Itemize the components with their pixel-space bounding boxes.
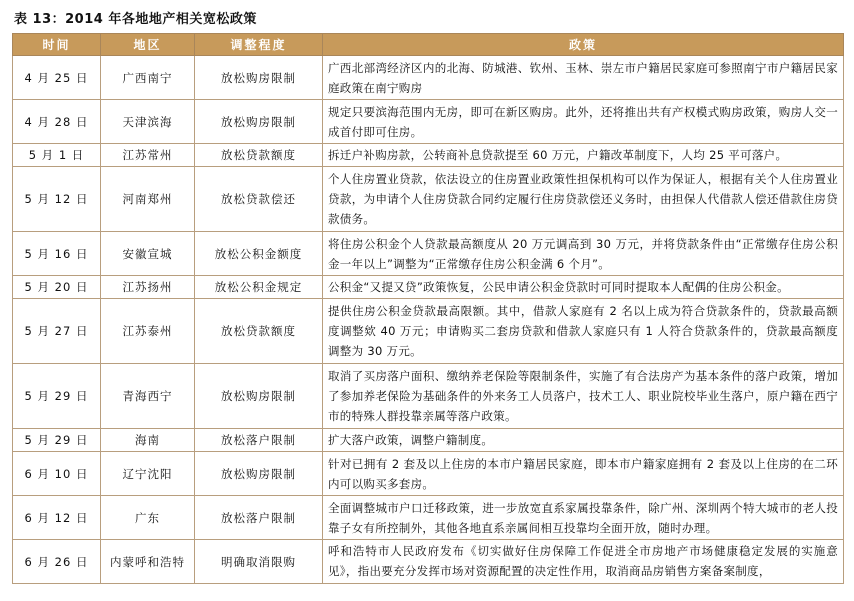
header-date: 时间 — [13, 34, 101, 56]
table-row — [13, 540, 844, 584]
cell-level: 放松落户限制 — [195, 429, 323, 452]
header-region: 地区 — [101, 34, 195, 56]
cell-level: 放松购房限制 — [195, 364, 323, 429]
cell-date: 5 月 12 日 — [13, 167, 101, 232]
cell-policy: 个人住房置业贷款，依法设立的住房置业政策性担保机构可以作为保证人，根据有关个人住房置业贷款，为申请个人住房贷款合同约定履行住房贷款偿还义务时，由担保人代借款人偿还借款住房贷款债务。 — [323, 167, 844, 232]
cell-level: 放松贷款额度 — [195, 144, 323, 167]
header-policy: 政策 — [323, 34, 844, 56]
cell-date: 5 月 29 日 — [13, 429, 101, 452]
table-row — [13, 429, 844, 452]
cell-policy: 拆迁户补购房款，公转商补息贷款提至 60 万元，户籍改革制度下，人均 25 平可落户。 — [323, 144, 844, 167]
cell-region: 天津滨海 — [101, 100, 195, 144]
cell-region: 辽宁沈阳 — [101, 452, 195, 496]
cell-policy: 全面调整城市户口迁移政策，进一步放宽直系家属投靠条件，除广州、深圳两个特大城市的老人投靠子女有所控制外，其他各地直系亲属间相互投靠均全面开放，随时办理。 — [323, 496, 844, 540]
cell-date: 6 月 10 日 — [13, 452, 101, 496]
cell-date: 5 月 1 日 — [13, 144, 101, 167]
table-row — [13, 496, 844, 540]
cell-policy: 提供住房公积金贷款最高限额。其中，借款人家庭有 2 名以上成为符合贷款条件的，贷款最高额度调整欸 40 万元；申请购买二套房贷款和借款人家庭只有 1 人符合贷款条件的，贷款最高额度调整为 30 万元。 — [323, 299, 844, 364]
cell-region: 广西南宁 — [101, 56, 195, 100]
table-row — [13, 167, 844, 232]
cell-region: 内蒙呼和浩特 — [101, 540, 195, 584]
cell-region: 青海西宁 — [101, 364, 195, 429]
cell-region: 江苏泰州 — [101, 299, 195, 364]
cell-region: 江苏常州 — [101, 144, 195, 167]
cell-date: 5 月 16 日 — [13, 232, 101, 276]
cell-region: 海南 — [101, 429, 195, 452]
cell-date: 5 月 29 日 — [13, 364, 101, 429]
cell-level: 放松贷款额度 — [195, 299, 323, 364]
cell-level: 明确取消限购 — [195, 540, 323, 584]
cell-policy: 针对已拥有 2 套及以上住房的本市户籍居民家庭，即本市户籍家庭拥有 2 套及以上住房的在二环内可以购买多套房。 — [323, 452, 844, 496]
cell-region: 广东 — [101, 496, 195, 540]
cell-date: 5 月 20 日 — [13, 276, 101, 299]
table-row — [13, 364, 844, 429]
table-row — [13, 144, 844, 167]
cell-level: 放松落户限制 — [195, 496, 323, 540]
cell-date: 4 月 25 日 — [13, 56, 101, 100]
cell-policy: 规定只要滨海范围内无房，即可在新区购房。此外，还将推出共有产权模式购房政策，购房人交一成首付即可住房。 — [323, 100, 844, 144]
cell-level: 放松购房限制 — [195, 100, 323, 144]
cell-level: 放松购房限制 — [195, 56, 323, 100]
cell-region: 安徽宣城 — [101, 232, 195, 276]
table-row — [13, 452, 844, 496]
table-row — [13, 56, 844, 100]
cell-level: 放松公积金额度 — [195, 232, 323, 276]
header-level: 调整程度 — [195, 34, 323, 56]
cell-level: 放松购房限制 — [195, 452, 323, 496]
cell-policy: 公积金“又提又贷”政策恢复，公民申请公积金贷款时可同时提取本人配偶的住房公积金。 — [323, 276, 844, 299]
cell-policy: 扩大落户政策，调整户籍制度。 — [323, 429, 844, 452]
table-row — [13, 232, 844, 276]
cell-policy: 取消了买房落户面积、缴纳养老保险等限制条件，实施了有合法房产为基本条件的落户政策，增加了参加养老保险为基础条件的外来务工人员落户，技术工人、职业院校毕业生落户，原户籍在西宁市的特殊人群投靠亲属等落户政策。 — [323, 364, 844, 429]
cell-level: 放松公积金规定 — [195, 276, 323, 299]
cell-region: 河南郑州 — [101, 167, 195, 232]
cell-date: 5 月 27 日 — [13, 299, 101, 364]
cell-date: 4 月 28 日 — [13, 100, 101, 144]
table-body — [13, 56, 844, 584]
table-row — [13, 299, 844, 364]
table-row — [13, 276, 844, 299]
table-title: 表 13：2014 年各地地产相关宽松政策 — [14, 12, 257, 27]
cell-policy: 广西北部湾经济区内的北海、防城港、钦州、玉林、崇左市户籍居民家庭可参照南宁市户籍居民家庭政策在南宁购房 — [323, 56, 844, 100]
cell-date: 6 月 26 日 — [13, 540, 101, 584]
table-header — [13, 34, 844, 56]
cell-date: 6 月 12 日 — [13, 496, 101, 540]
cell-level: 放松贷款偿还 — [195, 167, 323, 232]
cell-region: 江苏扬州 — [101, 276, 195, 299]
cell-policy: 呼和浩特市人民政府发布《切实做好住房保障工作促进全市房地产市场健康稳定发展的实施意见》，指出要充分发挥市场对资源配置的决定性作用，取消商品房销售方案备案制度， — [323, 540, 844, 584]
table-row — [13, 100, 844, 144]
cell-policy: 将住房公积金个人贷款最高额度从 20 万元调高到 30 万元，并将贷款条件由“正常缴存住房公积金一年以上”调整为“正常缴存住房公积金满 6 个月”。 — [323, 232, 844, 276]
policy-table — [12, 33, 844, 584]
